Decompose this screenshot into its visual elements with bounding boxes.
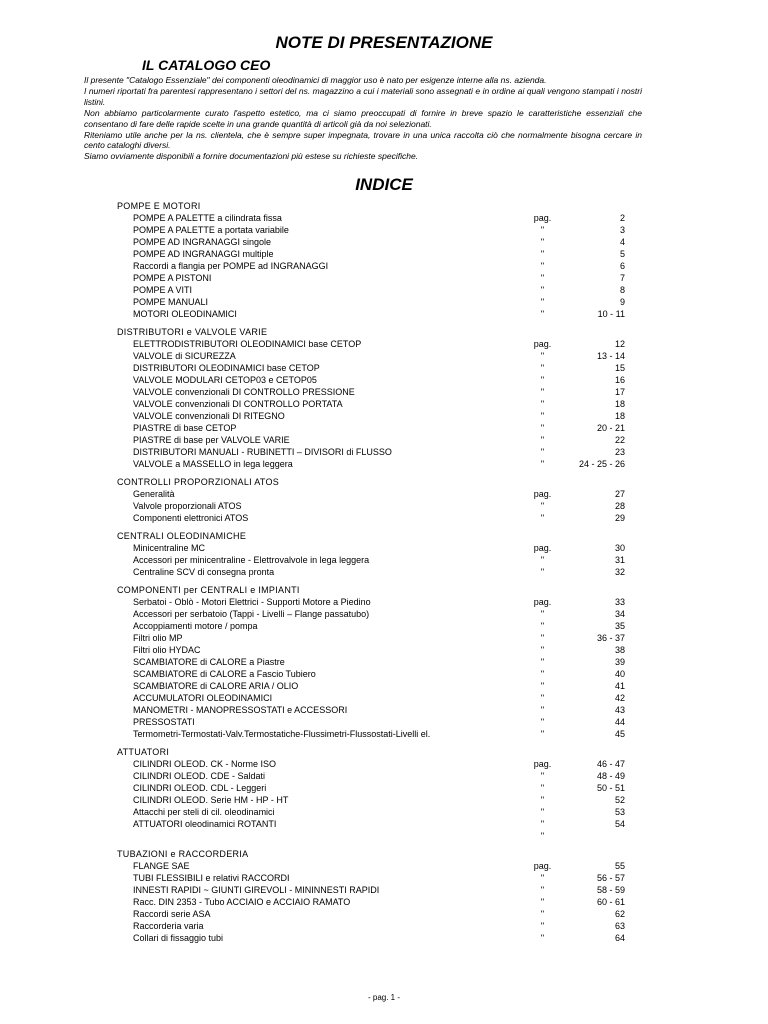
toc-page-number: 10 - 11 xyxy=(597,309,625,319)
toc-section-title: TUBAZIONI e RACCORDERIA xyxy=(117,849,249,859)
toc-entry-label: VALVOLE di SICUREZZA xyxy=(133,351,236,361)
toc-page-number: 34 xyxy=(614,609,625,619)
toc-page-number: 12 xyxy=(614,339,625,349)
toc-page-number: 17 xyxy=(614,387,625,397)
toc-page-prefix: " xyxy=(540,399,545,409)
toc-page-number: 58 - 59 xyxy=(596,885,625,895)
toc-page-number: 31 xyxy=(614,555,625,565)
toc-page-prefix: " xyxy=(540,309,545,319)
toc-page-prefix: " xyxy=(540,885,545,895)
toc-page-prefix: " xyxy=(540,657,545,667)
toc-page-prefix: " xyxy=(540,285,545,295)
toc-page-prefix: " xyxy=(540,621,545,631)
toc-entry-label: VALVOLE convenzionali DI RITEGNO xyxy=(133,411,285,421)
toc-entry-label: Collari di fissaggio tubi xyxy=(133,933,224,943)
toc-page-number: 23 xyxy=(614,447,625,457)
toc-page-prefix: " xyxy=(540,669,545,679)
toc-page-prefix: " xyxy=(540,633,545,643)
toc-row xyxy=(0,488,768,500)
toc-page-number: 55 xyxy=(614,861,625,871)
toc-row xyxy=(0,806,768,818)
toc-page-prefix: " xyxy=(540,297,545,307)
toc-page-prefix: " xyxy=(540,783,545,793)
toc-page-number: 27 xyxy=(614,489,625,499)
toc-page-prefix: " xyxy=(540,447,545,457)
toc-section xyxy=(0,200,768,320)
catalog-subtitle: IL CATALOGO CEO xyxy=(142,57,271,73)
toc-row xyxy=(0,872,768,884)
toc-section-title: COMPONENTI per CENTRALI e IMPIANTI xyxy=(117,585,300,595)
toc-page-number: 33 xyxy=(614,597,625,607)
toc-entry-label: PIASTRE di base CETOP xyxy=(133,423,237,433)
toc-row xyxy=(0,212,768,224)
toc-section-title: CONTROLLI PROPORZIONALI ATOS xyxy=(117,477,280,487)
toc-row xyxy=(0,830,768,842)
intro-paragraph: Non abbiamo particolarmente curato l'aspetto estetico, ma ci siamo preoccupati di fornire in breve spazio le caratteristiche essenziali che consentano di fare delle rapide scelte in una grande quantità di articoli già da noi selezionati. xyxy=(84,107,642,129)
toc-page-number: 24 - 25 - 26 xyxy=(578,459,625,469)
toc-row xyxy=(0,782,768,794)
intro-paragraph: Il presente "Catalogo Essenziale" dei componenti oleodinamici di maggior uso è nato per esigenze interne alla ns. azienda. xyxy=(84,75,547,85)
toc-row xyxy=(0,260,768,272)
toc-row xyxy=(0,458,768,470)
toc-row xyxy=(0,794,768,806)
toc-section xyxy=(0,848,768,944)
toc-entry-label: PIASTRE di base per VALVOLE VARIE xyxy=(133,435,290,445)
toc-page-number: 4 xyxy=(619,237,625,247)
toc-page-number: 28 xyxy=(614,501,625,511)
toc-row xyxy=(0,512,768,524)
toc-page-prefix: " xyxy=(540,693,545,703)
toc-page-number: 62 xyxy=(614,909,625,919)
toc-row xyxy=(0,644,768,656)
toc-entry-label: Centraline SCV di consegna pronta xyxy=(133,567,275,577)
intro-text xyxy=(84,75,642,162)
toc-page-prefix: " xyxy=(540,459,545,469)
toc-page-prefix: " xyxy=(540,225,545,235)
toc-page-prefix: " xyxy=(540,933,545,943)
toc-entry-label: Raccordi a flangia per POMPE ad INGRANAGGI xyxy=(133,261,329,271)
toc-page-number: 22 xyxy=(614,435,625,445)
toc-entry-label: Minicentraline MC xyxy=(133,543,206,553)
toc-row xyxy=(0,542,768,554)
toc-page-number: 3 xyxy=(619,225,625,235)
toc-page-number: 16 xyxy=(614,375,625,385)
toc-page-prefix: " xyxy=(540,435,545,445)
toc-entry-label: POMPE A VITI xyxy=(133,285,193,295)
toc-page-number: 63 xyxy=(614,921,625,931)
toc-page-number: 5 xyxy=(619,249,625,259)
toc-entry-label: VALVOLE convenzionali DI CONTROLLO PORTATA xyxy=(133,399,343,409)
toc-page-prefix: " xyxy=(540,717,545,727)
toc-page-prefix: " xyxy=(540,921,545,931)
toc-page-prefix: pag. xyxy=(533,213,552,223)
toc-row xyxy=(0,338,768,350)
toc-entry-label: POMPE A PISTONI xyxy=(133,273,212,283)
toc-page-prefix: " xyxy=(540,897,545,907)
toc-entry-label: Accessori per serbatoio (Tappi - Livelli – Flange passatubo) xyxy=(133,609,370,619)
toc-page-prefix: " xyxy=(540,645,545,655)
toc-row xyxy=(0,272,768,284)
toc-section-title: POMPE E MOTORI xyxy=(117,201,201,211)
toc-page-number: 15 xyxy=(614,363,625,373)
toc-entry-label: SCAMBIATORE di CALORE ARIA / OLIO xyxy=(133,681,299,691)
toc-page-number: 2 xyxy=(619,213,625,223)
toc-page-prefix: pag. xyxy=(533,759,552,769)
toc-entry-label: SCAMBIATORE di CALORE a Fascio Tubiero xyxy=(133,669,316,679)
toc-entry-label: Filtri olio MP xyxy=(133,633,183,643)
toc-entry-label: Filtri olio HYDAC xyxy=(133,645,201,655)
toc-page-number: 53 xyxy=(614,807,625,817)
toc-entry-label: DISTRIBUTORI OLEODINAMICI base CETOP xyxy=(133,363,320,373)
toc-row xyxy=(0,446,768,458)
toc-entry-label: POMPE MANUALI xyxy=(133,297,209,307)
toc-page-number: 38 xyxy=(614,645,625,655)
toc-page-number: 40 xyxy=(614,669,625,679)
toc-row xyxy=(0,596,768,608)
toc-page-prefix: " xyxy=(540,609,545,619)
toc-row xyxy=(0,932,768,944)
toc-section-title: DISTRIBUTORI e VALVOLE VARIE xyxy=(117,327,268,337)
toc-page-number: 35 xyxy=(614,621,625,631)
toc-row xyxy=(0,896,768,908)
toc-row xyxy=(0,818,768,830)
toc-entry-label: TUBI FLESSIBILI e relativi RACCORDI xyxy=(133,873,290,883)
toc-entry-label: CILINDRI OLEOD. CDE - Saldati xyxy=(133,771,266,781)
toc-page-number: 60 - 61 xyxy=(596,897,625,907)
toc-page-prefix: " xyxy=(540,411,545,421)
toc-entry-label: PRESSOSTATI xyxy=(133,717,195,727)
toc-entry-label: INNESTI RAPIDI ~ GIUNTI GIREVOLI - MININNESTI RAPIDI xyxy=(133,885,380,895)
toc-entry-label: POMPE AD INGRANAGGI singole xyxy=(133,237,272,247)
toc-entry-label: SCAMBIATORE di CALORE a Piastre xyxy=(133,657,285,667)
toc-page-prefix: " xyxy=(540,273,545,283)
toc-page-prefix: pag. xyxy=(533,861,552,871)
toc-page-prefix: pag. xyxy=(533,543,552,553)
toc-page-number: 52 xyxy=(614,795,625,805)
toc-page-number: 45 xyxy=(614,729,625,739)
toc-section xyxy=(0,326,768,470)
toc-entry-label: Raccordi serie ASA xyxy=(133,909,211,919)
toc-row xyxy=(0,758,768,770)
toc-page-number: 29 xyxy=(614,513,625,523)
toc-entry-label: ATTUATORI oleodinamici ROTANTI xyxy=(133,819,277,829)
toc-page-prefix: " xyxy=(540,705,545,715)
toc-page-number: 44 xyxy=(614,717,625,727)
toc-page-prefix: " xyxy=(540,873,545,883)
toc-section xyxy=(0,530,768,578)
toc-row xyxy=(0,554,768,566)
toc-entry-label: Racc. DIN 2353 - Tubo ACCIAIO e ACCIAIO RAMATO xyxy=(133,897,351,907)
toc-row xyxy=(0,566,768,578)
toc-page-number: 7 xyxy=(619,273,625,283)
toc-row xyxy=(0,434,768,446)
toc-section xyxy=(0,746,768,842)
toc-page-prefix: " xyxy=(540,681,545,691)
toc-page-prefix: " xyxy=(540,351,545,361)
toc-page-prefix: " xyxy=(540,375,545,385)
index-title: INDICE xyxy=(355,175,413,194)
toc-page-number: 6 xyxy=(619,261,625,271)
toc-row xyxy=(0,920,768,932)
toc-page-prefix: " xyxy=(540,555,545,565)
intro-paragraph: I numeri riportati fra parentesi rappresentano i settori del ns. magazzino a cui i materiali sono assegnati e in ordine ai quali vengono stampati i nostri listini. xyxy=(84,85,642,107)
toc-section xyxy=(0,584,768,740)
intro-paragraph: Riteniamo utile anche per la ns. clientela, che è sempre super impegnata, trovare in una unica raccolta ciò che normalmente bisogna cercare in cento cataloghi diversi. xyxy=(84,129,642,151)
toc-page-prefix: pag. xyxy=(533,489,552,499)
toc-entry-label: VALVOLE MODULARI CETOP03 e CETOP05 xyxy=(133,375,317,385)
toc-page-number: 50 - 51 xyxy=(596,783,625,793)
toc-row xyxy=(0,308,768,320)
toc-entry-label: Componenti elettronici ATOS xyxy=(133,513,249,523)
toc-page-number: 8 xyxy=(619,285,625,295)
toc-page-prefix: " xyxy=(540,729,545,739)
toc-page-number: 20 - 21 xyxy=(596,423,625,433)
toc-page-prefix: " xyxy=(540,363,545,373)
toc-entry-label: Attacchi per steli di cil. oleodinamici xyxy=(133,807,275,817)
intro-paragraph: Siamo ovviamente disponibili a fornire documentazioni più estese su richieste specifiche. xyxy=(84,151,419,162)
toc-page-prefix: " xyxy=(540,807,545,817)
toc-page-number: 54 xyxy=(614,819,625,829)
toc-row xyxy=(0,656,768,668)
toc-row xyxy=(0,632,768,644)
toc-entry-label: VALVOLE a MASSELLO in lega leggera xyxy=(133,459,293,469)
toc-row xyxy=(0,284,768,296)
toc-page-prefix: " xyxy=(540,237,545,247)
toc-section xyxy=(0,476,768,524)
toc-row xyxy=(0,362,768,374)
toc-row xyxy=(0,728,768,740)
toc-row xyxy=(0,716,768,728)
toc-entry-label: Raccorderia varia xyxy=(133,921,204,931)
toc-page-number: 39 xyxy=(614,657,625,667)
toc-entry-label: Valvole proporzionali ATOS xyxy=(133,501,242,511)
toc-page-prefix: " xyxy=(540,795,545,805)
toc-page-prefix: " xyxy=(540,567,545,577)
toc-row xyxy=(0,608,768,620)
toc-entry-label: ELETTRODISTRIBUTORI OLEODINAMICI base CETOP xyxy=(133,339,362,349)
toc-page-prefix: pag. xyxy=(533,339,552,349)
toc-row xyxy=(0,296,768,308)
toc-entry-label: MANOMETRI - MANOPRESSOSTATI e ACCESSORI xyxy=(133,705,348,715)
toc-row xyxy=(0,770,768,782)
toc-page-prefix: pag. xyxy=(533,597,552,607)
toc-entry-label: ACCUMULATORI OLEODINAMICI xyxy=(133,693,273,703)
toc-entry-label: Accoppiamenti motore / pompa xyxy=(133,621,258,631)
toc-section-title: ATTUATORI xyxy=(117,747,170,757)
toc-page-number: 32 xyxy=(614,567,625,577)
toc-entry-label: DISTRIBUTORI MANUALI - RUBINETTI – DIVISORI di FLUSSO xyxy=(133,447,392,457)
toc-page-number: 56 - 57 xyxy=(596,873,625,883)
toc-page-number: 18 xyxy=(614,411,625,421)
toc-entry-label: POMPE AD INGRANAGGI multiple xyxy=(133,249,274,259)
toc-row xyxy=(0,248,768,260)
table-of-contents xyxy=(0,200,768,950)
toc-page-prefix: " xyxy=(540,831,545,841)
toc-row xyxy=(0,680,768,692)
toc-row xyxy=(0,236,768,248)
toc-page-number: 46 - 47 xyxy=(596,759,625,769)
toc-page-prefix: " xyxy=(540,819,545,829)
toc-page-number: 64 xyxy=(614,933,625,943)
page-footer: - pag. 1 - xyxy=(367,993,400,1002)
toc-row xyxy=(0,224,768,236)
toc-entry-label: Generalità xyxy=(133,489,175,499)
toc-page-prefix: " xyxy=(540,513,545,523)
toc-row xyxy=(0,692,768,704)
toc-section-title: CENTRALI OLEODINAMICHE xyxy=(117,531,247,541)
toc-row xyxy=(0,410,768,422)
toc-page-prefix: " xyxy=(540,261,545,271)
toc-row xyxy=(0,668,768,680)
toc-page-number: 18 xyxy=(614,399,625,409)
toc-row xyxy=(0,422,768,434)
toc-page-prefix: " xyxy=(540,771,545,781)
toc-entry-label: Termometri-Termostati-Valv.Termostatiche-Flussimetri-Flussostati-Livelli el. xyxy=(133,729,431,739)
toc-row xyxy=(0,500,768,512)
toc-page-number: 43 xyxy=(614,705,625,715)
toc-row xyxy=(0,350,768,362)
toc-entry-label: POMPE A PALETTE a portata variabile xyxy=(133,225,289,235)
toc-page-prefix: " xyxy=(540,387,545,397)
toc-row xyxy=(0,386,768,398)
toc-page-prefix: " xyxy=(540,501,545,511)
toc-page-number: 36 - 37 xyxy=(596,633,625,643)
toc-entry-label: MOTORI OLEODINAMICI xyxy=(133,309,237,319)
toc-entry-label: CILINDRI OLEOD. CK - Norme ISO xyxy=(133,759,277,769)
toc-page-number: 42 xyxy=(614,693,625,703)
toc-row xyxy=(0,884,768,896)
toc-entry-label: CILINDRI OLEOD. Serie HM - HP - HT xyxy=(133,795,289,805)
toc-row xyxy=(0,374,768,386)
toc-page-number: 13 - 14 xyxy=(596,351,625,361)
toc-page-prefix: " xyxy=(540,249,545,259)
toc-entry-label: Serbatoi - Oblò - Motori Elettrici - Supporti Motore a Piedino xyxy=(133,597,371,607)
toc-page-number: 9 xyxy=(619,297,625,307)
toc-row xyxy=(0,398,768,410)
toc-row xyxy=(0,620,768,632)
toc-page-number: 48 - 49 xyxy=(596,771,625,781)
toc-page-prefix: " xyxy=(540,909,545,919)
toc-entry-label: POMPE A PALETTE a cilindrata fissa xyxy=(133,213,282,223)
page-title: NOTE DI PRESENTAZIONE xyxy=(275,33,493,52)
toc-entry-label: CILINDRI OLEOD. CDL - Leggeri xyxy=(133,783,267,793)
toc-row xyxy=(0,860,768,872)
toc-row xyxy=(0,704,768,716)
toc-page-number: 30 xyxy=(614,543,625,553)
toc-row xyxy=(0,908,768,920)
toc-entry-label: VALVOLE convenzionali DI CONTROLLO PRESSIONE xyxy=(133,387,355,397)
toc-entry-label: Accessori per minicentraline - Elettrovalvole in lega leggera xyxy=(133,555,370,565)
toc-page-number: 41 xyxy=(614,681,625,691)
toc-entry-label: FLANGE SAE xyxy=(133,861,190,871)
toc-page-prefix: " xyxy=(540,423,545,433)
